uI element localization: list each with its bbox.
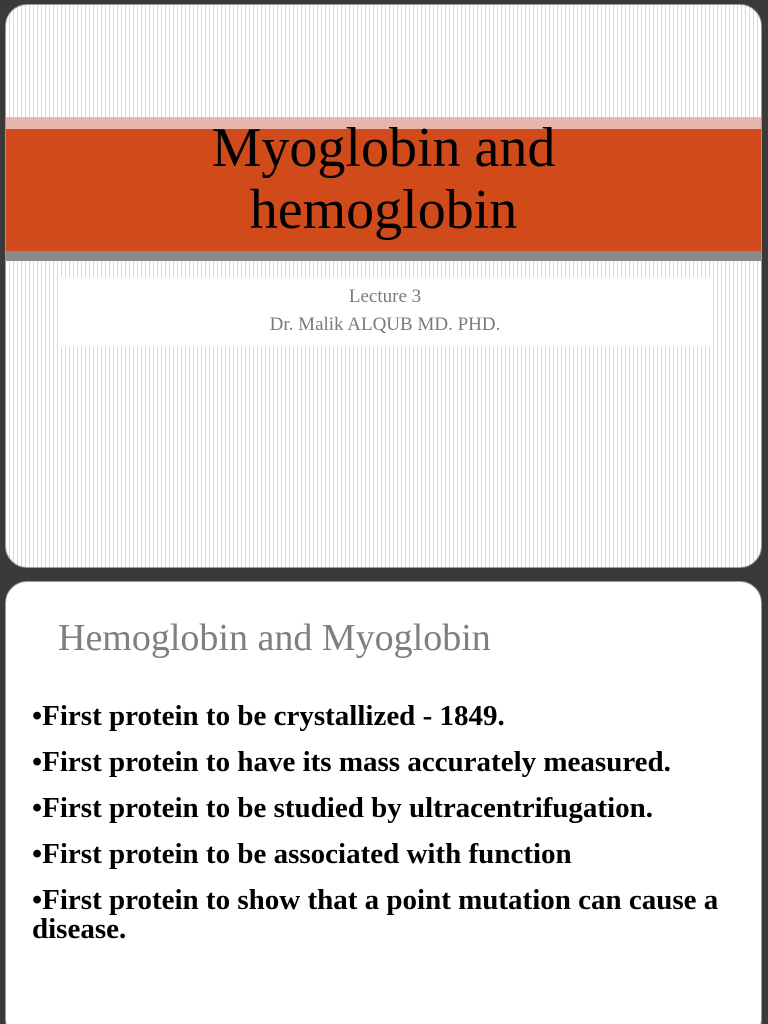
slide-content (5, 581, 762, 1024)
bullet-item: •First protein to be crystallized - 1849. (32, 700, 505, 732)
bullet-item: •First protein to be associated with function (32, 838, 572, 870)
slide-title-text (6, 117, 761, 241)
author-name: Dr. Malik ALQUB MD. PHD. (269, 314, 501, 335)
subtitle-box (58, 277, 712, 347)
lecture-number: Lecture 3 (348, 286, 422, 307)
bullet-item: •First protein to have its mass accurately measured. (32, 746, 671, 778)
title-line-1: Myoglobin and (211, 117, 556, 179)
slide-title (5, 4, 762, 568)
title-band-bottom-stripe (6, 251, 761, 261)
bullet-item: •First protein to show that a point mutation can cause a disease. (32, 884, 719, 945)
bullet-item: •First protein to be studied by ultracentrifugation. (32, 792, 654, 824)
slide-heading: Hemoglobin and Myoglobin (58, 617, 491, 659)
title-line-2: hemoglobin (249, 179, 518, 241)
bullet-list (32, 702, 747, 961)
